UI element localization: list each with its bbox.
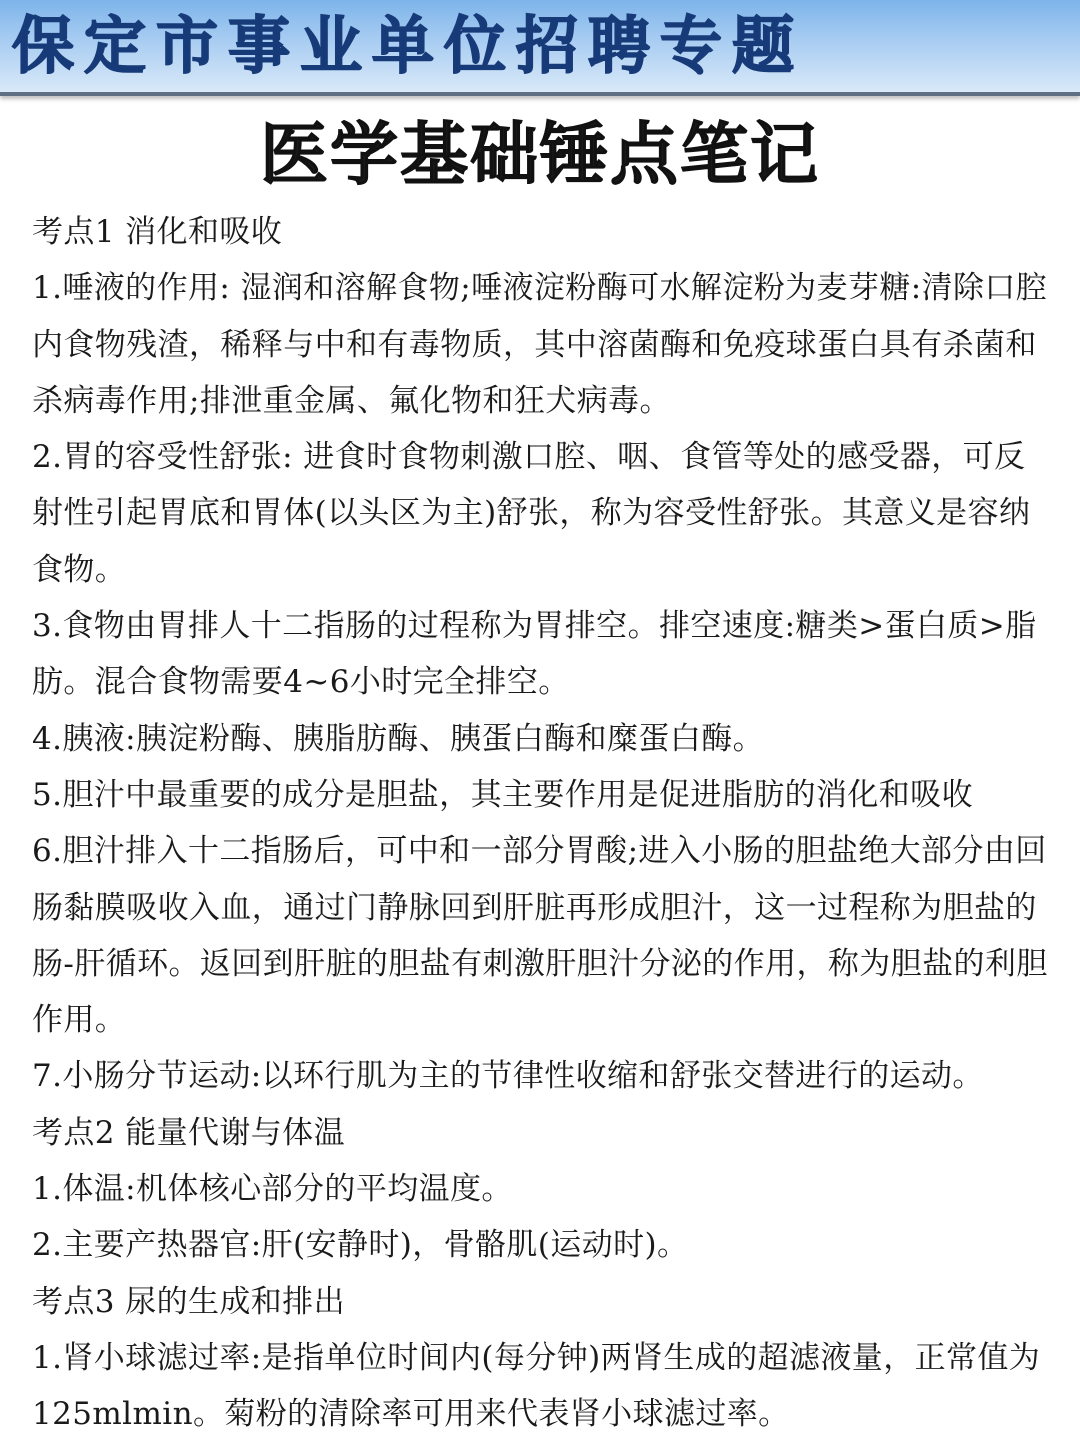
note-item: 2.胃的容受性舒张: 进食时食物刺激口腔、咽、食管等处的感受器，可反射性引起胃底和胃体(以头区为主)舒张，称为容受性舒张。其意义是容纳食物。: [32, 439, 1031, 588]
note-item: 1.体温:机体核心部分的平均温度。: [32, 1171, 513, 1208]
note-item: 6.胆汁排入十二指肠后，可中和一部分胃酸;进入小肠的胆盐绝大部分由回肠黏膜吸收入血，通过门静脉回到肝脏再形成胆汁，这一过程称为胆盐的肠-肝循环。返回到肝脏的胆盐有刺激肝胆汁分泌的作用，称为胆盐的利胆作用。: [32, 833, 1048, 1039]
note-item: 3.食物由胃排人十二指肠的过程称为胃排空。排空速度:糖类>蛋白质>脂肪。混合食物需要4~6小时完全排空。: [32, 608, 1037, 701]
section-heading-3: 考点3 尿的生成和排出: [32, 1283, 345, 1320]
note-item: 1.肾小球滤过率:是指单位时间内(每分钟)两肾生成的超滤液量，正常值为125mlmin。菊粉的清除率可用来代表肾小球滤过率。: [32, 1339, 1041, 1433]
note-item: 2.主要产热器官:肝(安静时)，骨骼肌(运动时)。: [32, 1227, 689, 1264]
note-item: 5.胆汁中最重要的成分是胆盐，其主要作用是促进脂肪的消化和吸收: [32, 776, 973, 813]
note-item: 1.唾液的作用: 湿润和溶解食物;唾液淀粉酶可水解淀粉为麦芽糖:清除口腔内食物残渣，稀释与中和有毒物质，其中溶菌酶和免疫球蛋白具有杀菌和杀病毒作用;排泄重金属、氟化物和狂犬病毒。: [32, 270, 1048, 419]
section-heading-2: 考点2 能量代谢与体温: [32, 1114, 345, 1151]
note-item: 7.小肠分节运动:以环行肌为主的节律性收缩和舒张交替进行的运动。: [32, 1058, 984, 1095]
note-item: 4.胰液:胰淀粉酶、胰脂肪酶、胰蛋白酶和糜蛋白酶。: [32, 720, 765, 757]
banner-title: 保定市事业单位招聘专题: [12, 9, 805, 82]
section-heading-1: 考点1 消化和吸收: [32, 214, 283, 250]
page-title: 医学基础锤点笔记: [259, 116, 820, 195]
notes-body: [0, 204, 1080, 1443]
header-banner: [0, 0, 1080, 96]
